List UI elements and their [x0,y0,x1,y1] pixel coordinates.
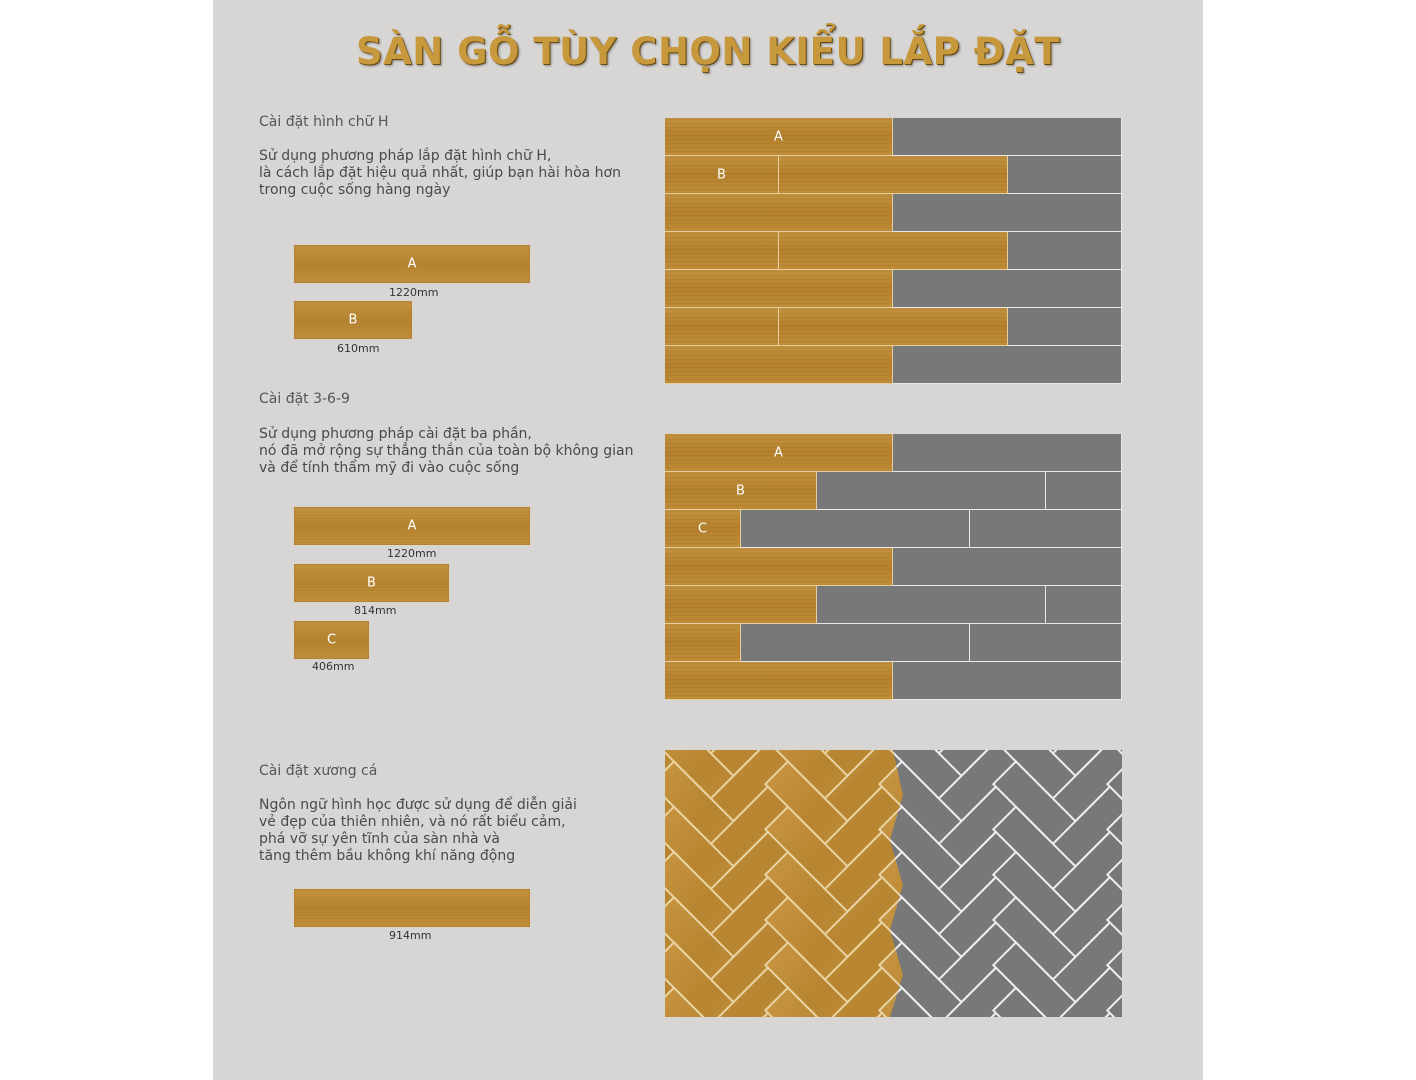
plank-label: A [774,129,783,144]
gray-plank [741,624,970,662]
herringbone-pattern-diagram [665,750,1122,1017]
wood-plank [665,510,741,548]
wood-plank [665,434,893,472]
gray-plank [1008,232,1122,270]
gray-plank [893,270,1122,308]
wood-plank [665,472,817,510]
plank-label: A [774,445,783,460]
plank-label: B [348,312,358,328]
wood-plank [665,194,893,232]
description-line: trong cuộc sống hàng ngày [259,182,451,198]
plank-label: A [407,518,417,534]
plank-size: 914mm [389,929,432,942]
wood-plank [665,624,741,662]
gray-plank [893,548,1122,586]
section-heading-herringbone: Cài đặt xương cá [259,763,378,779]
plank-sample-herringbone [294,889,530,927]
gray-plank [1046,472,1122,510]
plank-label: B [367,575,376,591]
plank-size: 610mm [337,342,380,355]
wood-plank [665,232,779,270]
wood-plank [665,118,893,156]
gray-plank [1046,586,1122,624]
gray-plank [1008,156,1122,194]
plank-sample-b [294,564,449,602]
gray-plank [893,662,1122,700]
gray-plank [893,194,1122,232]
description-line: tăng thêm bầu không khí năng động [259,848,516,864]
description-line: phá vỡ sự yên tĩnh của sàn nhà và [259,831,500,847]
page-title: SÀN GỖ TÙY CHỌN KIỂU LẮP ĐẶT [356,30,1060,73]
plank-label: C [326,632,337,648]
gray-plank [817,472,1046,510]
plank-size: 406mm [312,660,355,673]
h-pattern-diagram [665,118,1122,384]
gray-plank [970,510,1122,548]
section-heading-h: Cài đặt hình chữ H [259,114,389,130]
plank-sample-b [294,301,412,339]
wood-plank [665,346,893,384]
section-heading-369: Cài đặt 3-6-9 [259,391,350,407]
section-description-369 [259,426,633,477]
plank-size: 814mm [354,604,397,617]
description-line: và để tính thẩm mỹ đi vào cuộc sống [259,460,520,476]
369-pattern-diagram [665,434,1122,700]
description-line: nó đã mở rộng sự thẳng thắn của toàn bộ không gian [259,443,634,459]
wood-plank [665,156,779,194]
plank-sample-a [294,245,530,283]
gray-plank [817,586,1046,624]
plank-sample-c [294,621,369,659]
description-line: Ngôn ngữ hình học được sử dụng để diễn giải [259,797,577,813]
plank-size: 1220mm [387,547,437,560]
wood-plank [779,308,1008,346]
gray-plank [970,624,1122,662]
wood-plank [665,270,893,308]
plank-label: B [736,483,745,498]
description-line: vẻ đẹp của thiên nhiên, và nó rất biểu cảm, [259,814,566,830]
wood-plank [779,156,1008,194]
gray-plank [893,346,1122,384]
section-description-herringbone [259,797,577,865]
description-line: Sử dụng phương pháp cài đặt ba phần, [259,426,532,442]
gray-plank [1008,308,1122,346]
section-description-h [259,148,621,199]
wood-plank [779,232,1008,270]
plank-size: 1220mm [389,286,439,299]
wood-plank [665,548,893,586]
description-line: là cách lắp đặt hiệu quả nhất, giúp bạn hài hòa hơn [259,165,621,181]
plank-label: B [717,167,726,182]
plank-sample-a [294,507,530,545]
wood-plank [665,308,779,346]
plank-label: C [697,521,708,536]
gray-plank [893,118,1122,156]
wood-plank [665,662,893,700]
gray-plank [893,434,1122,472]
plank-label: A [407,256,417,272]
wood-plank [665,586,817,624]
description-line: Sử dụng phương pháp lắp đặt hình chữ H, [259,148,552,164]
gray-plank [741,510,970,548]
